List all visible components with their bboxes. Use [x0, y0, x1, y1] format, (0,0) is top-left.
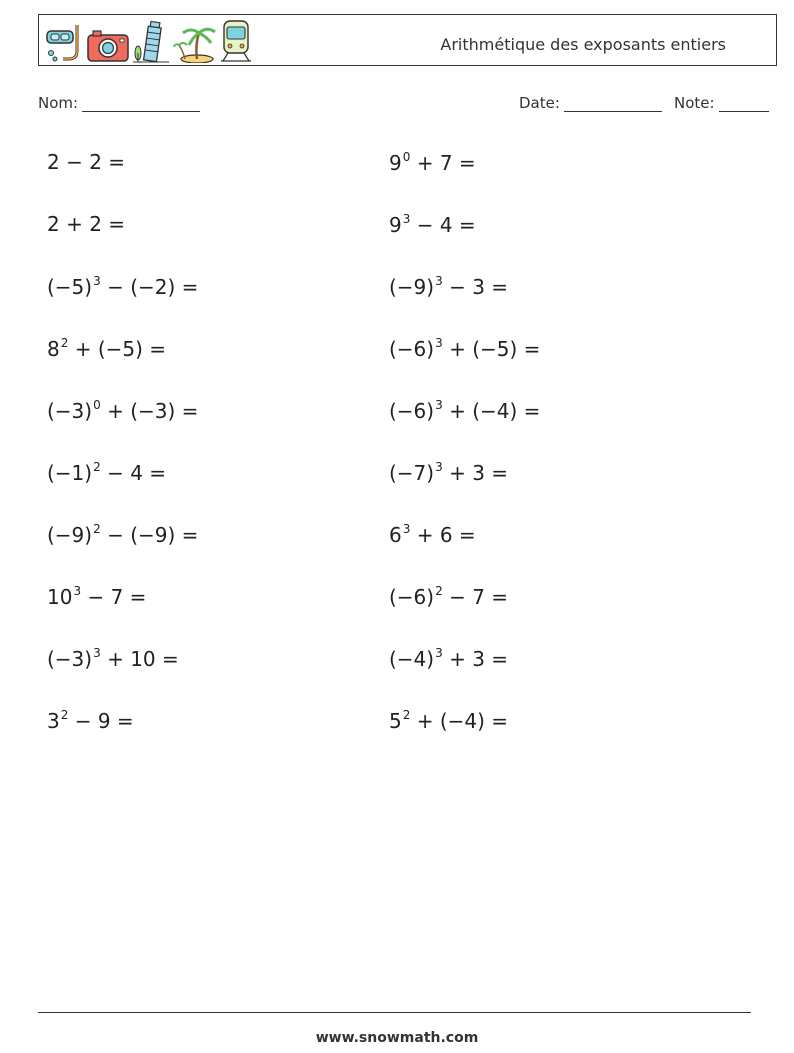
problem-exponent: 3 [402, 522, 411, 536]
problem-rest: + 10 = [100, 647, 179, 671]
problem-base: (−1) [47, 461, 93, 485]
problem-base: 3 [47, 709, 60, 733]
problem-rest: + (−4) = [410, 709, 509, 733]
leaning-tower-icon [133, 19, 169, 63]
problem-item [47, 522, 198, 547]
problem-exponent: 0 [93, 398, 101, 412]
problem-item [389, 212, 476, 237]
name-field [38, 94, 200, 112]
problem-rest: − (−2) = [100, 275, 199, 299]
problem-rest: + 7 = [410, 151, 476, 175]
problem-base: (−6) [389, 585, 435, 609]
problem-base: 2 + 2 = [47, 212, 126, 236]
problem-exponent: 2 [435, 584, 443, 598]
problem-rest: − 9 = [68, 709, 134, 733]
problem-rest: − 7 = [442, 585, 509, 609]
problem-base: 10 [47, 585, 73, 609]
problem-item [47, 150, 125, 174]
train-icon [221, 19, 251, 63]
problem-rest: − 4 = [100, 461, 167, 485]
problem-rest: + (−3) = [100, 399, 199, 423]
problem-exponent: 2 [60, 336, 69, 350]
problem-exponent: 3 [435, 646, 443, 660]
note-label: Note: [674, 94, 715, 112]
problem-exponent: 2 [93, 460, 101, 474]
date-blank-line[interactable] [564, 97, 662, 112]
problem-base: 2 − 2 = [47, 150, 126, 174]
note-blank-line[interactable] [719, 97, 769, 112]
footer-url: www.snowmath.com [315, 1030, 479, 1046]
problem-item [47, 212, 125, 236]
worksheet-header [38, 14, 777, 66]
problem-base: (−3) [47, 647, 93, 671]
problem-base: (−9) [47, 523, 93, 547]
camera-icon [87, 29, 129, 63]
problem-item [47, 708, 134, 733]
problem-base: (−9) [389, 275, 435, 299]
problem-base: 9 [389, 213, 402, 237]
problem-exponent: 3 [435, 398, 443, 412]
problem-base: 6 [389, 523, 402, 547]
worksheet-title: Arithmétique des exposants entiers [440, 35, 726, 54]
problem-item [47, 336, 166, 361]
problem-item [389, 522, 476, 547]
header-icons [45, 19, 251, 63]
name-label: Nom: [38, 94, 79, 112]
problem-rest: − 4 = [410, 213, 476, 237]
problem-base: (−4) [389, 647, 435, 671]
problem-base: (−7) [389, 461, 435, 485]
palm-island-icon [173, 23, 217, 63]
date-label: Date: [519, 94, 560, 112]
problem-rest: − 3 = [442, 275, 509, 299]
problem-rest: + 3 = [442, 461, 509, 485]
problem-exponent: 0 [402, 150, 411, 164]
problem-item [389, 274, 508, 299]
snorkel-mask-icon [45, 23, 83, 63]
problem-base: 5 [389, 709, 402, 733]
problem-base: 8 [47, 337, 60, 361]
problem-exponent: 3 [93, 646, 101, 660]
problem-rest: − 7 = [81, 585, 147, 609]
problem-exponent: 3 [435, 336, 443, 350]
name-blank-line[interactable] [82, 97, 200, 112]
problem-item [389, 646, 508, 671]
problem-item [389, 708, 508, 733]
problem-item [389, 150, 476, 175]
problem-base: (−6) [389, 399, 435, 423]
problem-item [47, 584, 146, 609]
problem-item [47, 460, 166, 485]
problem-item [389, 336, 540, 361]
problem-rest: + (−4) = [442, 399, 541, 423]
problem-rest: + (−5) = [68, 337, 167, 361]
problem-exponent: 2 [60, 708, 69, 722]
problem-item [389, 460, 508, 485]
footer-divider [38, 1012, 751, 1013]
problem-item [47, 646, 179, 671]
problem-base: (−6) [389, 337, 435, 361]
date-field [519, 94, 662, 112]
problem-exponent: 2 [402, 708, 411, 722]
problem-exponent: 2 [93, 522, 101, 536]
problem-exponent: 3 [435, 274, 443, 288]
note-field [674, 94, 769, 112]
problem-exponent: 3 [93, 274, 101, 288]
problem-item [47, 274, 198, 299]
problem-rest: + 3 = [442, 647, 509, 671]
problem-base: (−5) [47, 275, 93, 299]
problem-rest: − (−9) = [100, 523, 199, 547]
problem-exponent: 3 [402, 212, 411, 226]
problem-item [47, 398, 198, 423]
problem-item [389, 584, 508, 609]
problem-rest: + 6 = [410, 523, 476, 547]
problem-base: 9 [389, 151, 402, 175]
problem-exponent: 3 [73, 584, 82, 598]
problem-exponent: 3 [435, 460, 443, 474]
problem-rest: + (−5) = [442, 337, 541, 361]
problem-base: (−3) [47, 399, 93, 423]
problem-item [389, 398, 540, 423]
